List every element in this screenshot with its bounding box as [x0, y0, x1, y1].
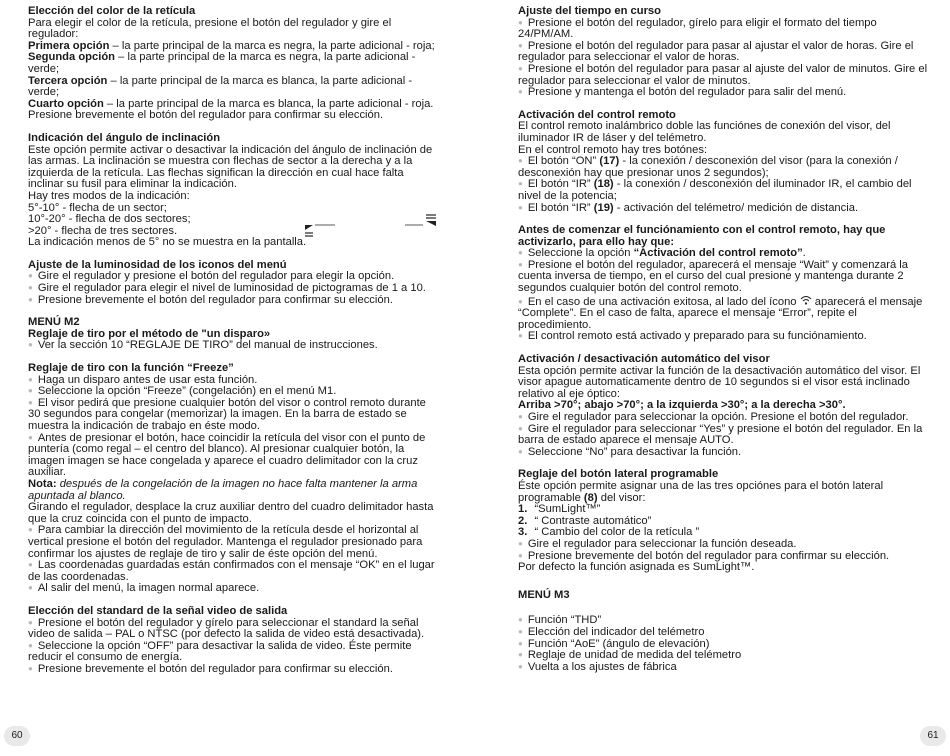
auto-off-paragraph: Esta opción permite activar la función de la desactivación automático del visor. El visor apague automaticamente dentro de 10 segundos si el visor está inclinado relativo al eje óptico:: [518, 364, 921, 400]
reticle-color-outro: Presione brevemente el botón del regulador para confirmar su elección.: [28, 109, 384, 122]
list-item: ● Gire el regulador y presione el botón del regulador para elegir la opción.: [28, 271, 438, 283]
tilt-arrow-left-icon: [305, 225, 335, 236]
item-text: “ Cambio del color de la retícula ”: [531, 526, 700, 539]
list-item: ● Presione el botón del regulador y gírelo para seleccionar el standard la señal video de salida – PAL o NTSC (por defecto la salida de video está desactivada).: [28, 618, 438, 641]
reticle-option-3: [28, 76, 438, 99]
tilt-arrow-right-icon: [405, 215, 436, 226]
list-item: ● Al salir del menú, la imagen normal aparece.: [28, 583, 438, 595]
button-text: - activación del telémetro/ medición de distancia.: [613, 201, 859, 214]
item-bold: “Activación del control remoto”: [633, 247, 803, 260]
auto-off-title: Activación / desactivación automático del visor: [518, 353, 770, 366]
button-text: - la conexión / desconexión del visor (para la conexión / desconexión hay que presionar unos 2 segundos);: [518, 155, 898, 179]
list-item: ● Presione brevemente el botón del regulador para confirmar su elección.: [28, 664, 438, 676]
list-item: ● Gire el regulador para seleccionar la función deseada.: [518, 539, 928, 551]
one-shot-zeroing-title: Reglaje de tiro por el método de "un disparo»: [28, 327, 271, 340]
button-text: - la conexión / desconexión del iluminador IR, el cambio del nivel de la potencia;: [518, 178, 912, 202]
list-item: ● Ver la sección 10 “REGLAJE DE TIRO” del manual de instrucciones.: [28, 340, 438, 352]
menu-m3-title: MENÚ M3: [518, 588, 570, 601]
button-number: (19): [593, 201, 614, 214]
wifi-icon: [800, 295, 812, 305]
auto-off-angles: Arriba >70°; abajo >70°; a la izquierda >30°; a la derecha >30°.: [518, 399, 846, 412]
list-item: ● Antes de presionar el botón, hace coincidir la retícula del visor con el punto de puntería (como regal – el centro del blanco). Al presionar cualquier botón, la imagen imagen se hace congelada y aparece el cuadro delimitador con la cruz auxiliar.: [28, 433, 438, 479]
list-item: ● Función “AoE” (ángulo de elevación): [518, 639, 928, 651]
right-page: [518, 6, 928, 673]
list-item: [518, 295, 928, 332]
list-item: ● Presione el botón del regulador para pasar al ajuste del valor de minutos. Gire el regulador para seleccionar el valor de minutos.: [518, 64, 928, 87]
page-number-left: 60: [4, 726, 30, 746]
side-button-title: Reglaje del botón lateral programable: [518, 468, 719, 481]
reticle-option-2: [28, 52, 438, 75]
list-item: ● Presione brevemente el botón del regulador para confirmar su elección.: [28, 295, 438, 307]
list-item: ● Seleccione la opción “OFF” para desactivar la salida de video. Éste permite reducir el consumo de energía.: [28, 641, 438, 664]
item-number: 1.: [518, 503, 528, 516]
option-label: Segunda opción: [28, 51, 116, 64]
option-label: Primera opción: [28, 39, 110, 52]
list-item: ● Elección del indicador del telémetro: [518, 627, 928, 639]
para-text: del visor:: [597, 491, 646, 504]
button-number: (17): [599, 155, 620, 168]
list-item: ● Gire el regulador para elegir el nivel de luminosidad de pictogramas de 1 a 10.: [28, 283, 438, 295]
item-text: “SumLight™”: [531, 503, 601, 516]
remote-buttons-intro: En el control remoto hay tres botónes:: [518, 143, 708, 156]
item-text: Seleccione la opción: [527, 247, 634, 260]
tilt-note: La indicación menos de 5° no se muestra en la pantalla.: [28, 236, 307, 249]
item-number: 3.: [518, 526, 528, 539]
item-text: “ Contraste automático”: [531, 514, 652, 527]
remote-button-ir: [518, 179, 928, 202]
remote-button-on: [518, 156, 928, 179]
tilt-indication-title: Indicación del ángulo de inclinación: [28, 131, 221, 144]
left-page: [28, 6, 438, 675]
menu-m2-title: MENÚ M2: [28, 316, 80, 329]
button-number: (18): [593, 178, 614, 191]
list-item: ● Presione el botón del regulador, aparecerá el mensaje “Wait” y comenzará la cuenta inversa de tiempo, en el curso del cual presione y mantenga durante 2 segundos cualquier botón del control remoto.: [518, 260, 928, 295]
list-item: ● Presione el botón del regulador para pasar al ajustar el valor de horas. Gire el regulador para seleccionar el valor de horas.: [518, 41, 928, 64]
option-label: Tercera opción: [28, 74, 108, 87]
button-text: El botón “ON”: [527, 155, 600, 168]
item-text: .: [802, 247, 806, 260]
list-item: ● Para cambiar la dirección del movimiento de la retícula desde el horizontal al vertical presione el botón del regulador. Mantenga el regulador presionado para confirmar los ajustes de reglaje de tiro y salir de éste opción del menú.: [28, 525, 438, 560]
remote-activation-title: Activación del control remoto: [518, 108, 676, 121]
side-button-default: Por defecto la función asignada es SumLight™.: [518, 561, 755, 574]
item-text: aparecerá el mensaje “Complete”. En el caso de falta, aparece el mensaje “Error”, repite el procedimiento.: [518, 295, 923, 331]
list-item: ● Haga un disparo antes de usar esta función.: [28, 375, 438, 387]
remote-button-ir-2: [518, 203, 928, 215]
freeze-zeroing-title: Reglaje de tiro con la función “Freeze”: [28, 362, 234, 375]
list-item: ● El visor pedirá que presione cualquier botón del visor o control remoto durante 30 segundos para congelar (memorizar) la imagen. En la barra de estado se muestra la indicación de trabajo en éste modo.: [28, 398, 438, 433]
button-text: El botón “IR”: [527, 201, 594, 214]
tilt-mode-3: >20° - flecha de tres sectores.: [28, 224, 178, 237]
video-standard-title: Elección del standard de la señal video de salida: [28, 604, 288, 617]
tilt-mode-2: 10°-20° - flecha de dos sectores;: [28, 213, 191, 226]
button-text: El botón “IR”: [527, 178, 594, 191]
tilt-mode-1: 5°-10° - flecha de un sector;: [28, 201, 167, 214]
reticle-color-intro: Para elegir el color de la retícula, presione el botón del regulador y gire el regulador:: [28, 16, 392, 41]
freeze-note: [28, 479, 438, 502]
list-item: ● Vuelta a los ajustes de fábrica: [518, 662, 928, 674]
option-text: – la parte principal de la marca es blanca, la parte adicional - verde;: [28, 74, 413, 99]
time-setting-title: Ajuste del tiempo en curso: [518, 5, 661, 17]
freeze-paragraph: Girando el regulador, desplace la cruz auxiliar dentro del cuadro delimitador hasta que la cruz coincida con el punto de impacto.: [28, 501, 434, 525]
remote-before-start-title: Antes de comenzar el funciónamiento con el control remoto, hay que activizarlo, para ello hay que:: [518, 224, 886, 248]
item-number: 2.: [518, 514, 528, 527]
list-item: ● Función “THD”: [518, 615, 928, 627]
remote-paragraph: El control remoto inalámbrico doble las funciónes de conexión del visor, del iluminador IR de láser y del telémetro.: [518, 120, 891, 144]
list-item: ● Seleccione “No” para desactivar la función.: [518, 447, 928, 459]
list-item: ● Las coordenadas guardadas están confirmados con el mensaje “OK” en el lugar de las coordenadas.: [28, 560, 438, 583]
list-item: ● Seleccione la opción “Freeze” (congelación) en el menú M1.: [28, 386, 438, 398]
item-text: En el caso de una activación exitosa, al lado del ícono: [527, 295, 800, 308]
option-text: – la parte principal de la marca es blanca, la parte adicional - roja.: [103, 97, 434, 110]
list-item: ● Gire el regulador para seleccionar “Yes” y presione el botón del regulador. En la barra de estado aparece el mensaje AUTO.: [518, 424, 928, 447]
reticle-color-title: Elección del color de la retícula: [28, 5, 196, 17]
tilt-modes-intro: Hay tres modos de la indicación:: [28, 189, 190, 202]
note-text: después de la congelación de la imagen no hace falta mantener la arma apuntada al blanco.: [28, 477, 418, 502]
option-text: – la parte principal de la marca es negra, la parte adicional - roja;: [109, 39, 435, 52]
list-item: ● El control remoto está activado y preparado para su funciónamiento.: [518, 331, 928, 343]
note-label: Nota:: [28, 477, 57, 490]
icon-brightness-title: Ajuste de la luminosidad de los iconos del menú: [28, 258, 287, 271]
side-button-paragraph: [518, 481, 928, 504]
list-item: ● Presione brevemente del botón del regulador para confirmar su elección.: [518, 551, 928, 563]
list-item: ● Presione y mantenga el botón del regulador para salir del menú.: [518, 87, 928, 99]
list-item: ● Gire el regulador para seleccionar la opción. Presione el botón del regulador.: [518, 412, 928, 424]
para-number: (8): [583, 491, 598, 504]
tilt-arrows-illustration: [305, 213, 440, 243]
tilt-indication-text: Este opción permite activar o desactivar la indicación del ángulo de inclinación de las armas. La inclinación se muestra con flechas de sector a la derecha y a la izquierda de la retícula. Las flechas significan la dirección en cual hace falta inclinar su fusil para eliminar la indicación.: [28, 143, 433, 191]
option-label: Cuarto opción: [28, 97, 104, 110]
list-item: ● Reglaje de unidad de medida del telémetro: [518, 650, 928, 662]
list-item: ● Presione el botón del regulador, gírelo para eligir el formato del tiempo 24/PM/AM.: [518, 18, 928, 41]
option-text: – la parte principal de la marca es negra, la parte adicional - verde;: [28, 51, 416, 75]
page-number-right: 61: [920, 726, 946, 746]
para-text: Éste opción permite asignar una de las tres opciónes para el botón lateral programable: [518, 479, 884, 504]
